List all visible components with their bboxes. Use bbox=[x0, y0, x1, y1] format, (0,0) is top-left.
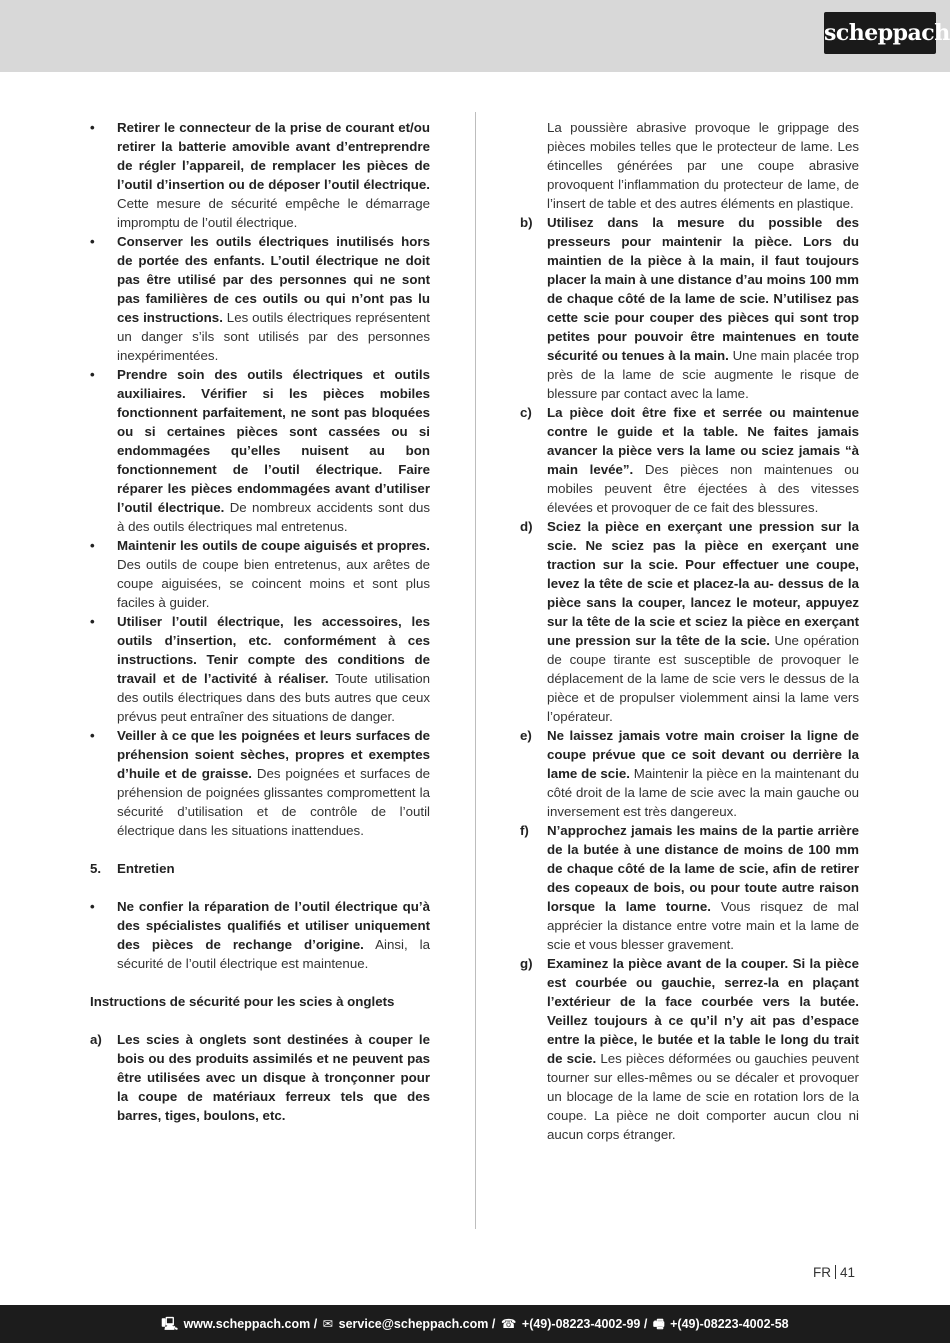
bullet-text: Ainsi, la sécurité de l’outil électrique est maintenue. bbox=[117, 937, 430, 971]
bullet-icon: • bbox=[90, 120, 95, 135]
item-text: Vous risquez de mal apprécier la distance entre votre main et la lame de scie et vous blesser gravement. bbox=[547, 899, 859, 952]
item-text: Les pièces déformées ou gauchies peuvent tourner sur elles-mêmes ou se décaler et provoquer un blocage de la lame de scie en rotation lors de la coupe. La pièce ne doit comporter aucun clou ni aucun corps étranger. bbox=[547, 1051, 859, 1142]
bullet-item bbox=[90, 897, 430, 973]
brand-logo: scheppach bbox=[824, 12, 936, 54]
right-column bbox=[520, 118, 859, 1144]
item-text: Des pièces non maintenues ou mobiles peuvent être éjectées à des vitesses élevées et provoquer de ce fait des blessures. bbox=[547, 462, 859, 515]
bullet-icon: • bbox=[90, 614, 95, 629]
mail-icon: ✉ bbox=[322, 1317, 334, 1331]
bullet-item bbox=[90, 365, 430, 536]
bullet-bold-text: Retirer le connecteur de la prise de courant et/ou retirer la batterie amovible avant d’entreprendre de régler l’appareil, de remplacer les pièces de l’outil d’insertion ou de déposer l’outil électrique. bbox=[117, 120, 430, 192]
bullet-bold-text: Ne confier la réparation de l’outil électrique qu’à des spécialistes qualifiés et utiliser uniquement des pièces de rechange d’origine. bbox=[117, 899, 430, 952]
phone-icon: ☎ bbox=[500, 1317, 517, 1331]
bullet-text: Cette mesure de sécurité empêche le démarrage impromptu de l’outil électrique. bbox=[117, 196, 430, 230]
bullet-item bbox=[90, 118, 430, 232]
item-text: Une main placée trop près de la lame de scie augmente le risque de blessure par contact avec la lame. bbox=[547, 348, 859, 401]
list-item bbox=[520, 954, 859, 1144]
list-item bbox=[90, 1030, 430, 1125]
item-marker: f) bbox=[520, 823, 529, 838]
bullet-bold-text: Veiller à ce que les poignées et leurs surfaces de préhension soient sèches, propres et exemptes d’huile et de graisse. bbox=[117, 728, 430, 781]
section-heading bbox=[90, 859, 430, 878]
page-number-divider bbox=[835, 1265, 836, 1279]
page-number-value: 41 bbox=[840, 1265, 856, 1280]
bullet-item bbox=[90, 536, 430, 612]
column-divider bbox=[475, 112, 476, 1229]
item-bold-text: N’approchez jamais les mains de la partie arrière de la butée à une distance de moins de 100 mm de chaque côté de la lame de scie, afin de retirer des copeaux de bois, ou pour toute autre raison lorsque la lame tourne. bbox=[547, 823, 859, 914]
list-item bbox=[520, 821, 859, 954]
list-item bbox=[520, 403, 859, 517]
continuation-text: La poussière abrasive provoque le grippage des pièces mobiles telles que le protecteur de lame. Les étincelles générées par une coupe abrasive provoquent l’inflammation du protecteur de lame, de l’insert de table et des autres éléments en plastique. bbox=[547, 120, 859, 211]
item-text: Maintenir la pièce en la maintenant du côté droit de la lame de scie avec la main gauche ou inversement est très dangereux. bbox=[547, 766, 859, 819]
item-marker: e) bbox=[520, 728, 532, 743]
item-bold-text: Examinez la pièce avant de la couper. Si la pièce est courbée ou gauchie, serrez-la en plaçant l’extérieur de la face courbée vers la butée. Veillez toujours à ce qu’il n’y ait pas d’espace entre la pièce, le butée et la table le long du trait de scie. bbox=[547, 956, 859, 1066]
bullet-text: Les outils électriques représentent un danger s’ils sont utilisés par des personnes inexpérimentées. bbox=[117, 310, 430, 363]
bullet-text: Toute utilisation des outils électriques dans des buts autres que ceux prévus peut entraîner des situations de danger. bbox=[117, 671, 430, 724]
item-bold-text: Ne laissez jamais votre main croiser la ligne de coupe prévue que ce soit devant ou derrière la lame de scie. bbox=[547, 728, 859, 781]
bullet-bold-text: Maintenir les outils de coupe aiguisés et propres. bbox=[117, 538, 430, 553]
footer-phone: +(49)-08223-4002-99 / bbox=[521, 1317, 648, 1331]
bullet-bold-text: Prendre soin des outils électriques et outils auxiliaires. Vérifier si les pièces mobiles fonctionnent parfaitement, ne sont pas bloquées ou si certaines pièces sont cassées ou si endommagées qu’elles nuisent au bon fonctionnement de l’outil électrique. Faire réparer les pièces endommagées avant d’utiliser l’outil électrique. bbox=[117, 367, 430, 515]
item-marker: g) bbox=[520, 956, 533, 971]
item-marker: c) bbox=[520, 405, 532, 420]
bullet-icon: • bbox=[90, 899, 95, 914]
bullet-icon: • bbox=[90, 538, 95, 553]
bullet-icon: • bbox=[90, 234, 95, 249]
left-column bbox=[90, 118, 430, 1125]
item-bold-text: Utilisez dans la mesure du possible des presseurs pour maintenir la pièce. Lors du maintien de la pièce à la main, il faut toujours placer la main à une distance d’au moins 100 mm de chaque côté de la lame de scie. N’utilisez pas cette scie pour couper des pièces qui sont trop petites pour pouvoir être maintenues en toute sécurité ou tenues à la main. bbox=[547, 215, 859, 363]
subsection-title: Instructions de sécurité pour les scies à onglets bbox=[90, 994, 395, 1009]
computer-icon: 🖳 bbox=[161, 1317, 179, 1331]
item-bold-text: Les scies à onglets sont destinées à couper le bois ou des produits assimilés et ne peuvent pas être utilisées avec un disque à tronçonner pour la coupe de matériaux ferreux tels que des barres, tiges, boulons, etc. bbox=[117, 1032, 430, 1123]
bullet-text: De nombreux accidents sont dus à des outils électriques mal entretenus. bbox=[117, 500, 431, 534]
page-header bbox=[0, 0, 950, 72]
footer-website[interactable]: www.scheppach.com / bbox=[183, 1317, 318, 1331]
bullet-item bbox=[90, 612, 430, 726]
list-item bbox=[520, 213, 859, 403]
bullet-icon: • bbox=[90, 728, 95, 743]
footer-email[interactable]: service@scheppach.com / bbox=[338, 1317, 496, 1331]
item-marker: d) bbox=[520, 519, 533, 534]
bullet-bold-text: Conserver les outils électriques inutilisés hors de portée des enfants. L’outil électrique ne doit pas être utilisé par des personnes qui ne sont pas familières de ces outils ou qui n’ont pas lu ces instructions. bbox=[117, 234, 430, 325]
page-footer bbox=[0, 1305, 950, 1343]
item-bold-text: La pièce doit être fixe et serrée ou maintenue contre le guide et la table. Ne faites jamais avancer la pièce vers la lame ou sciez jamais “à main levée”. bbox=[547, 405, 859, 477]
footer-fax: +(49)-08223-4002-58 bbox=[670, 1317, 789, 1331]
list-item bbox=[520, 517, 859, 726]
list-item bbox=[520, 726, 859, 821]
bullet-item bbox=[90, 232, 430, 365]
item-marker: b) bbox=[520, 215, 533, 230]
fax-icon: 🖷 bbox=[652, 1317, 665, 1331]
section-number: 5. bbox=[90, 861, 102, 876]
language-code: FR bbox=[813, 1265, 831, 1280]
bullet-icon: • bbox=[90, 367, 95, 382]
section-title: Entretien bbox=[117, 861, 175, 876]
item-bold-text: Sciez la pièce en exerçant une pression sur la scie. Ne sciez pas la pièce en exerçant une traction sur la scie. Pour effectuer une coupe, levez la tête de scie et placez-la au- dessus de la pièce sans la couper, lancez le moteur, appuyez sur la tête de la scie et sciez la pièce en exerçant une pression sur la tête de la scie. bbox=[547, 519, 859, 648]
bullet-text: Des poignées et surfaces de préhension de poignées glissantes compromettent la sécurité d’utilisation et de contrôle de l’outil électrique dans les situations inattendues. bbox=[117, 766, 430, 838]
bullet-item bbox=[90, 726, 430, 840]
item-marker: a) bbox=[90, 1032, 102, 1047]
bullet-text: Des outils de coupe bien entretenus, aux arêtes de coupe aiguisées, se coincent moins et sont plus faciles à guider. bbox=[117, 557, 430, 610]
page-number bbox=[813, 1265, 855, 1280]
item-text: Une opération de coupe tirante est susceptible de provoquer le déplacement de la lame de scie vers le dessus de la pièce et de propulser violemment ainsi la lame vers l’opérateur. bbox=[547, 633, 859, 724]
bullet-bold-text: Utiliser l’outil électrique, les accessoires, les outils d’insertion, etc. conformément à ces instructions. Tenir compte des conditions de travail et de l’activité à réaliser. bbox=[117, 614, 430, 686]
